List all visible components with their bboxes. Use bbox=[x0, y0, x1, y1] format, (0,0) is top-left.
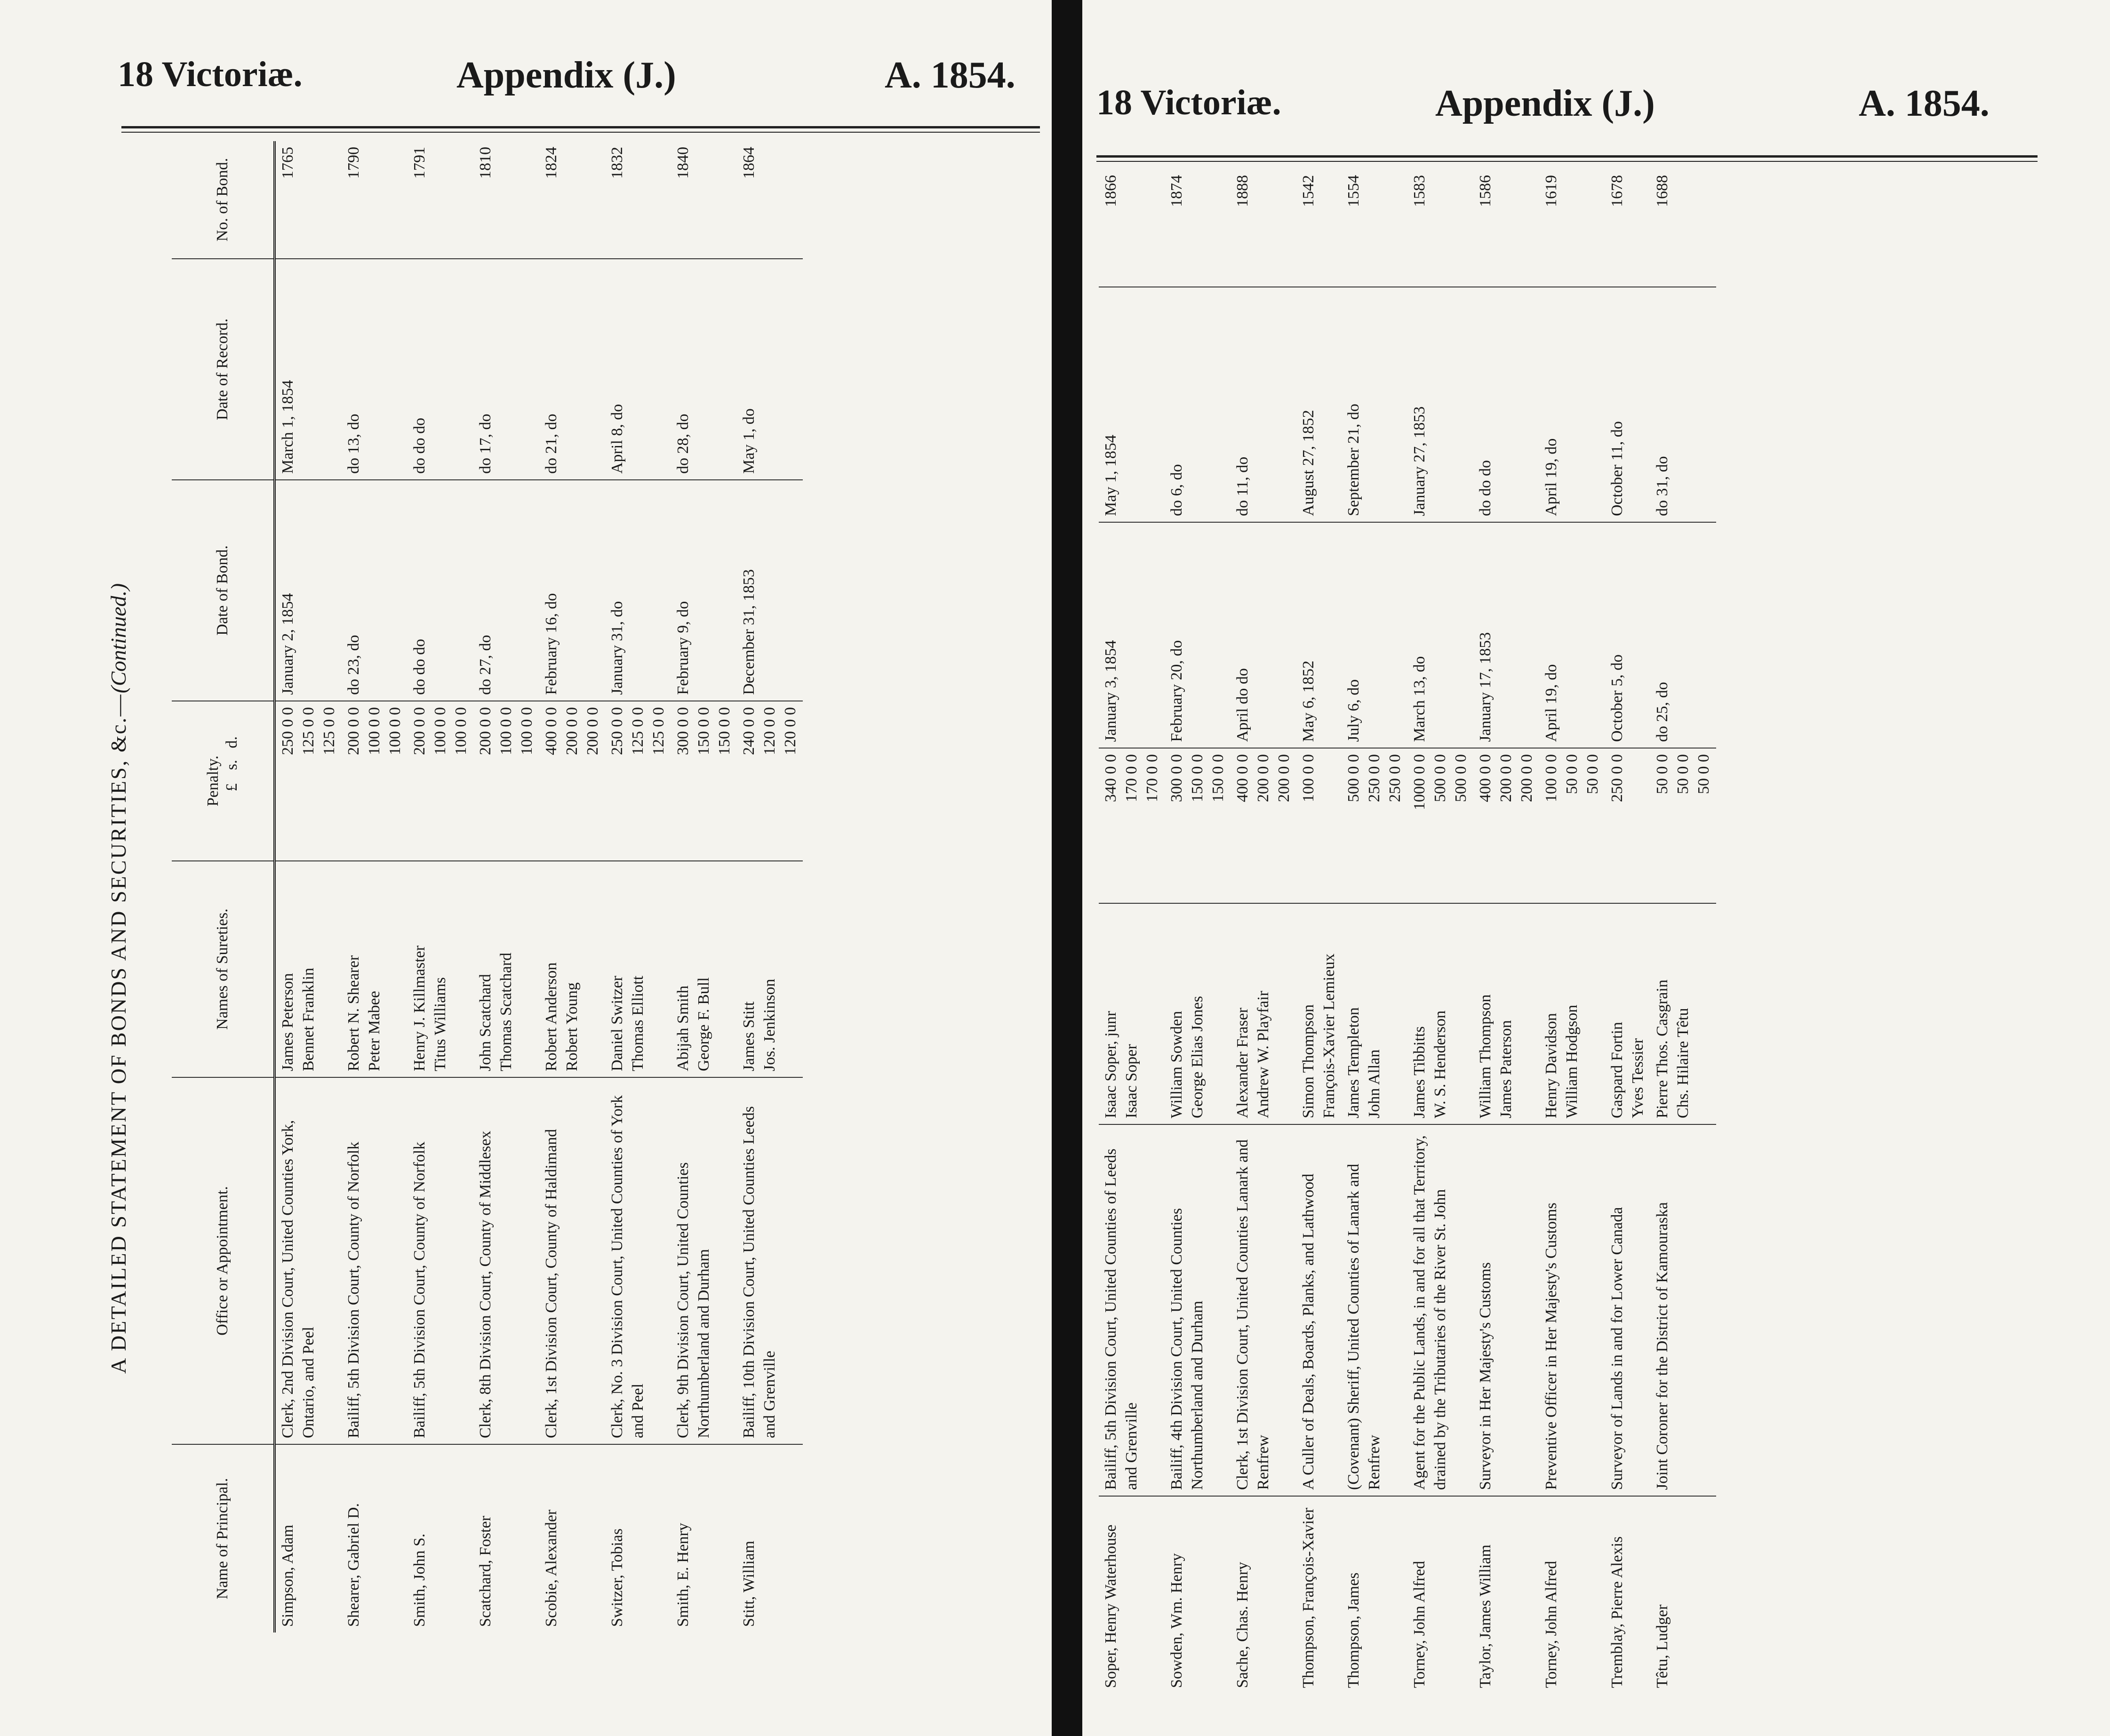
sureties-cell bbox=[1539, 903, 1605, 1124]
surety-name: George F. Bull bbox=[695, 977, 712, 1071]
penalty-amount: 50 0 0 bbox=[1654, 754, 1671, 794]
office-appointment: Bailiff, 4th Division Court, United Counties Northumberland and Durham bbox=[1165, 1124, 1231, 1496]
office-appointment: Clerk, 1st Division Court, United Counties Lanark and Renfrew bbox=[1231, 1124, 1296, 1496]
bond-table-left bbox=[172, 141, 803, 1632]
surety-name: Robert Young bbox=[563, 982, 581, 1071]
penalty-cell bbox=[408, 701, 473, 861]
surety-name: Pierre Thos. Casgrain bbox=[1654, 979, 1671, 1118]
currency-unit: s. bbox=[223, 760, 240, 770]
date-of-bond: January 3, 1854 bbox=[1099, 522, 1165, 748]
surety-name: James Stitt bbox=[740, 1001, 758, 1071]
principal-name: Simpson, Adam bbox=[279, 1524, 296, 1627]
surety-name: Yves Tessier bbox=[1629, 1038, 1646, 1118]
table-header-row bbox=[172, 141, 275, 1632]
table-row bbox=[1473, 169, 1539, 1694]
column-header-principal: Name of Principal. bbox=[172, 1444, 275, 1632]
penalty-amount: 100 0 0 bbox=[386, 707, 404, 755]
principal-name: Sache, Chas. Henry bbox=[1234, 1561, 1251, 1688]
penalty-amount: 100 0 0 bbox=[1300, 754, 1317, 802]
column-header-penalty-label: Penalty. bbox=[204, 755, 222, 807]
penalty-cell bbox=[1165, 748, 1231, 903]
bond-number: 1790 bbox=[342, 141, 408, 259]
principal-name: Smith, E. Henry bbox=[674, 1523, 692, 1627]
penalty-amount: 125 0 0 bbox=[650, 707, 667, 755]
principal-name: Thompson, François-Xavier bbox=[1300, 1507, 1317, 1688]
penalty-amount: 500 0 0 bbox=[1452, 754, 1470, 802]
page-header-right-year: A. 1854. bbox=[1859, 83, 1990, 124]
date-of-record: do 17, do bbox=[473, 259, 539, 480]
page-header-right-session: 18 Victoriæ. bbox=[1096, 83, 1281, 122]
table-row bbox=[1165, 169, 1231, 1694]
penalty-cell bbox=[473, 701, 539, 861]
surety-name: Abijah Smith bbox=[674, 985, 692, 1071]
bond-number: 1824 bbox=[539, 141, 605, 259]
surety-name: James Tibbitts bbox=[1411, 1026, 1428, 1118]
sureties-cell bbox=[605, 861, 671, 1077]
penalty-amount: 125 0 0 bbox=[629, 707, 647, 755]
office-appointment: Agent for the Public Lands, in and for all that Territory, drained by the Tributaries of the River St. John bbox=[1407, 1124, 1473, 1496]
table-row bbox=[275, 141, 342, 1632]
surety-name: James Paterson bbox=[1497, 1020, 1515, 1118]
penalty-amount: 50 0 0 bbox=[1563, 754, 1581, 794]
penalty-cell bbox=[1231, 748, 1296, 903]
penalty-amount: 150 0 0 bbox=[716, 707, 733, 755]
penalty-amount: 250 0 0 bbox=[1608, 754, 1626, 802]
penalty-amount: 200 0 0 bbox=[345, 707, 362, 755]
date-of-record: do do do bbox=[408, 259, 473, 480]
column-header-office: Office or Appointment. bbox=[172, 1077, 275, 1444]
column-header-date-bond: Date of Bond. bbox=[172, 480, 275, 701]
date-of-bond: May 6, 1852 bbox=[1296, 522, 1342, 748]
penalty-cell bbox=[1296, 748, 1342, 903]
surety-name: Alexander Fraser bbox=[1234, 1007, 1251, 1118]
penalty-cell bbox=[1539, 748, 1605, 903]
surety-name: John Scatchard bbox=[477, 974, 494, 1071]
principal-name: Tremblay, Pierre Alexis bbox=[1608, 1536, 1626, 1688]
surety-name: James Peterson bbox=[279, 973, 296, 1071]
table-row bbox=[1099, 169, 1165, 1694]
date-of-record: do 6, do bbox=[1165, 287, 1231, 522]
penalty-amount: 250 0 0 bbox=[608, 707, 626, 755]
penalty-amount: 200 0 0 bbox=[411, 707, 428, 755]
left-page bbox=[0, 0, 1052, 1736]
date-of-bond: July 6, do bbox=[1342, 522, 1407, 748]
surety-name: Simon Thompson bbox=[1300, 1004, 1317, 1118]
penalty-amount: 200 0 0 bbox=[563, 707, 581, 755]
currency-unit: £ bbox=[223, 783, 240, 791]
penalty-amount: 100 0 0 bbox=[518, 707, 535, 755]
office-appointment: (Covenant) Sheriff, United Counties of Lanark and Renfrew bbox=[1342, 1124, 1407, 1496]
sureties-cell bbox=[473, 861, 539, 1077]
penalty-amount: 250 0 0 bbox=[279, 707, 296, 755]
penalty-amount: 500 0 0 bbox=[1431, 754, 1449, 802]
penalty-amount: 200 0 0 bbox=[1497, 754, 1515, 802]
column-header-date-record: Date of Record. bbox=[172, 259, 275, 480]
principal-name: Torney, John Alfred bbox=[1543, 1561, 1560, 1688]
penalty-cell bbox=[1650, 748, 1716, 903]
office-appointment: Clerk, No. 3 Division Court, United Counties of York and Peel bbox=[605, 1077, 671, 1444]
surety-name: François-Xavier Lemieux bbox=[1320, 953, 1338, 1118]
sureties-cell bbox=[1342, 903, 1407, 1124]
penalty-amount: 150 0 0 bbox=[1189, 754, 1206, 802]
penalty-amount: 125 0 0 bbox=[300, 707, 317, 755]
date-of-bond: March 13, do bbox=[1407, 522, 1473, 748]
table-row bbox=[539, 141, 605, 1632]
office-appointment: Surveyor of Lands in and for Lower Canada bbox=[1605, 1124, 1650, 1496]
surety-name: Jos. Jenkinson bbox=[761, 979, 778, 1071]
table-row bbox=[1342, 169, 1407, 1694]
surety-name: James Templeton bbox=[1345, 1007, 1362, 1118]
bond-number: 1866 bbox=[1099, 169, 1165, 287]
penalty-amount: 200 0 0 bbox=[584, 707, 601, 755]
surety-name: Robert Anderson bbox=[543, 962, 560, 1071]
office-appointment: Preventive Officer in Her Majesty's Customs bbox=[1539, 1124, 1605, 1496]
bond-table bbox=[1099, 169, 1716, 1694]
office-appointment: Bailiff, 5th Division Court, County of Norfolk bbox=[408, 1077, 473, 1444]
office-appointment: Clerk, 9th Division Court, United Counties Northumberland and Durham bbox=[671, 1077, 737, 1444]
penalty-amount: 200 0 0 bbox=[477, 707, 494, 755]
date-of-record: do 13, do bbox=[342, 259, 408, 480]
penalty-cell bbox=[1473, 748, 1539, 903]
surety-name: William Thompson bbox=[1477, 994, 1494, 1118]
column-header-sureties: Names of Sureties. bbox=[172, 861, 275, 1077]
table-row bbox=[1231, 169, 1296, 1694]
principal-name: Têtu, Ludger bbox=[1654, 1604, 1671, 1688]
sureties-cell bbox=[408, 861, 473, 1077]
penalty-amount: 120 0 0 bbox=[761, 707, 778, 755]
surety-name: John Allan bbox=[1366, 1049, 1383, 1118]
penalty-amount: 50 0 0 bbox=[1584, 754, 1601, 794]
penalty-amount: 1000 0 0 bbox=[1411, 754, 1428, 810]
date-of-bond: January 17, 1853 bbox=[1473, 522, 1539, 748]
surety-name: George Elias Jones bbox=[1189, 996, 1206, 1118]
office-appointment: Clerk, 2nd Division Court, United Counties York, Ontario, and Peel bbox=[275, 1077, 342, 1444]
sureties-cell bbox=[1407, 903, 1473, 1124]
table-row bbox=[1407, 169, 1473, 1694]
document-title: A DETAILED STATEMENT OF BONDS AND SECURITIES, &c.—(Continued.) bbox=[106, 583, 130, 1374]
penalty-amount: 120 0 0 bbox=[782, 707, 799, 755]
penalty-amount: 125 0 0 bbox=[320, 707, 338, 755]
bond-number: 1678 bbox=[1605, 169, 1650, 287]
date-of-record: do 28, do bbox=[671, 259, 737, 480]
office-appointment: Bailiff, 5th Division Court, United Counties of Leeds and Grenville bbox=[1099, 1124, 1165, 1496]
penalty-cell bbox=[671, 701, 737, 861]
bond-number: 1765 bbox=[275, 141, 342, 259]
surety-name: Bennet Franklin bbox=[300, 967, 317, 1071]
penalty-amount: 500 0 0 bbox=[1345, 754, 1362, 802]
date-of-record: October 11, do bbox=[1605, 287, 1650, 522]
date-of-record: May 1, 1854 bbox=[1099, 287, 1165, 522]
bond-number: 1542 bbox=[1296, 169, 1342, 287]
principal-name: Switzer, Tobias bbox=[608, 1528, 626, 1627]
surety-name: Titus Williams bbox=[432, 977, 449, 1071]
penalty-amount: 150 0 0 bbox=[695, 707, 712, 755]
column-header-penalty bbox=[172, 701, 275, 861]
office-appointment: Clerk, 8th Division Court, County of Middlesex bbox=[473, 1077, 539, 1444]
table-row bbox=[1650, 169, 1716, 1694]
penalty-amount: 100 0 0 bbox=[497, 707, 515, 755]
table-row bbox=[671, 141, 737, 1632]
penalty-cell bbox=[737, 701, 803, 861]
date-of-bond: do 25, do bbox=[1650, 522, 1716, 748]
penalty-cell bbox=[1605, 748, 1650, 903]
penalty-amount: 250 0 0 bbox=[1366, 754, 1383, 802]
penalty-cell bbox=[1099, 748, 1165, 903]
sureties-cell bbox=[342, 861, 408, 1077]
penalty-amount: 250 0 0 bbox=[1386, 754, 1404, 802]
header-rule bbox=[1096, 161, 2038, 162]
column-header-bond-number: No. of Bond. bbox=[172, 141, 275, 259]
date-of-record: August 27, 1852 bbox=[1296, 287, 1342, 522]
bond-number: 1586 bbox=[1473, 169, 1539, 287]
book-spine bbox=[1052, 0, 1082, 1736]
office-appointment: Surveyor in Her Majesty's Customs bbox=[1473, 1124, 1539, 1496]
date-of-record: April 8, do bbox=[605, 259, 671, 480]
date-of-record: do 21, do bbox=[539, 259, 605, 480]
date-of-record: do 11, do bbox=[1231, 287, 1296, 522]
bond-number: 1864 bbox=[737, 141, 803, 259]
penalty-amount: 170 0 0 bbox=[1123, 754, 1140, 802]
penalty-amount: 200 0 0 bbox=[1275, 754, 1293, 802]
date-of-record: do do do bbox=[1473, 287, 1539, 522]
principal-name: Soper, Henry Waterhouse bbox=[1102, 1524, 1119, 1688]
penalty-amount: 200 0 0 bbox=[1518, 754, 1535, 802]
surety-name: Robert N. Shearer bbox=[345, 955, 362, 1071]
principal-name: Torney, John Alfred bbox=[1411, 1561, 1428, 1688]
sureties-cell bbox=[1165, 903, 1231, 1124]
table-row bbox=[737, 141, 803, 1632]
penalty-cell bbox=[539, 701, 605, 861]
bond-number: 1688 bbox=[1650, 169, 1716, 287]
penalty-cell bbox=[275, 701, 342, 861]
page-header-left-year: A. 1854. bbox=[885, 55, 1015, 96]
date-of-bond: February 20, do bbox=[1165, 522, 1231, 748]
penalty-cell bbox=[605, 701, 671, 861]
date-of-bond: October 5, do bbox=[1605, 522, 1650, 748]
penalty-amount: 340 0 0 bbox=[1102, 754, 1119, 802]
bond-number: 1888 bbox=[1231, 169, 1296, 287]
penalty-amount: 100 0 0 bbox=[366, 707, 383, 755]
bond-table bbox=[172, 141, 803, 1632]
table-row bbox=[408, 141, 473, 1632]
bond-number: 1583 bbox=[1407, 169, 1473, 287]
header-rule bbox=[121, 132, 1040, 133]
sureties-cell bbox=[1605, 903, 1650, 1124]
penalty-amount: 400 0 0 bbox=[1477, 754, 1494, 802]
date-of-bond: January 2, 1854 bbox=[275, 480, 342, 701]
office-appointment: A Culler of Deals, Boards, Planks, and Lathwood bbox=[1296, 1124, 1342, 1496]
sureties-cell bbox=[1296, 903, 1342, 1124]
penalty-amount: 240 0 0 bbox=[740, 707, 758, 755]
surety-name: W. S. Henderson bbox=[1431, 1010, 1449, 1118]
table-row bbox=[1539, 169, 1605, 1694]
table-row bbox=[605, 141, 671, 1632]
date-of-record: April 19, do bbox=[1539, 287, 1605, 522]
principal-name: Scobie, Alexander bbox=[543, 1509, 560, 1627]
sureties-cell bbox=[539, 861, 605, 1077]
principal-name: Thompson, James bbox=[1345, 1572, 1362, 1688]
date-of-bond: December 31, 1853 bbox=[737, 480, 803, 701]
surety-name: Peter Mabee bbox=[366, 991, 383, 1071]
date-of-bond: April 19, do bbox=[1539, 522, 1605, 748]
table-row bbox=[1296, 169, 1342, 1694]
penalty-amount: 400 0 0 bbox=[543, 707, 560, 755]
office-appointment: Bailiff, 10th Division Court, United Counties Leeds and Grenville bbox=[737, 1077, 803, 1444]
sureties-cell bbox=[275, 861, 342, 1077]
right-page bbox=[1082, 0, 2110, 1736]
header-rule bbox=[121, 126, 1040, 128]
date-of-bond: do do do bbox=[408, 480, 473, 701]
bond-table-right bbox=[1099, 169, 1716, 1694]
surety-name: Daniel Switzer bbox=[608, 976, 626, 1071]
principal-name: Stitt, William bbox=[740, 1540, 758, 1627]
penalty-amount: 150 0 0 bbox=[1209, 754, 1227, 802]
penalty-amount: 400 0 0 bbox=[1234, 754, 1251, 802]
page-header-left-appendix: Appendix (J.) bbox=[456, 55, 676, 96]
header-rule bbox=[1096, 155, 2038, 158]
table-row bbox=[1605, 169, 1650, 1694]
bond-number: 1874 bbox=[1165, 169, 1231, 287]
penalty-cell bbox=[1342, 748, 1407, 903]
date-of-bond: do 23, do bbox=[342, 480, 408, 701]
sureties-cell bbox=[1231, 903, 1296, 1124]
penalty-amount: 50 0 0 bbox=[1674, 754, 1692, 794]
date-of-record: September 21, do bbox=[1342, 287, 1407, 522]
sureties-cell bbox=[671, 861, 737, 1077]
penalty-cell bbox=[342, 701, 408, 861]
date-of-record: January 27, 1853 bbox=[1407, 287, 1473, 522]
penalty-amount: 100 0 0 bbox=[452, 707, 470, 755]
surety-name: William Hodgson bbox=[1563, 1004, 1581, 1118]
date-of-bond: February 16, do bbox=[539, 480, 605, 701]
principal-name: Smith, John S. bbox=[411, 1533, 428, 1627]
sureties-cell bbox=[1650, 903, 1716, 1124]
penalty-amount: 200 0 0 bbox=[1255, 754, 1272, 802]
bond-number: 1619 bbox=[1539, 169, 1605, 287]
penalty-cell bbox=[1407, 748, 1473, 903]
bond-number: 1791 bbox=[408, 141, 473, 259]
currency-subheader bbox=[223, 706, 241, 856]
principal-name: Shearer, Gabriel D. bbox=[345, 1503, 362, 1627]
bond-number: 1810 bbox=[473, 141, 539, 259]
date-of-bond: January 31, do bbox=[605, 480, 671, 701]
penalty-amount: 300 0 0 bbox=[1168, 754, 1185, 802]
office-appointment: Bailiff, 5th Division Court, County of Norfolk bbox=[342, 1077, 408, 1444]
principal-name: Scatchard, Foster bbox=[477, 1515, 494, 1627]
surety-name: Henry Davidson bbox=[1543, 1013, 1560, 1118]
surety-name: Isaac Soper, junr bbox=[1102, 1011, 1119, 1118]
surety-name: Isaac Soper bbox=[1123, 1044, 1140, 1118]
date-of-record: March 1, 1854 bbox=[275, 259, 342, 480]
date-of-record: May 1, do bbox=[737, 259, 803, 480]
penalty-amount: 170 0 0 bbox=[1143, 754, 1161, 802]
surety-name: Thomas Elliott bbox=[629, 975, 647, 1071]
surety-name: William Sowden bbox=[1168, 1011, 1185, 1118]
penalty-amount: 100 0 0 bbox=[432, 707, 449, 755]
surety-name: Chs. Hilaire Têtu bbox=[1674, 1008, 1692, 1118]
surety-name: Andrew W. Playfair bbox=[1255, 990, 1272, 1118]
penalty-amount: 300 0 0 bbox=[674, 707, 692, 755]
date-of-bond: February 9, do bbox=[671, 480, 737, 701]
bond-number: 1554 bbox=[1342, 169, 1407, 287]
page-header-right-appendix: Appendix (J.) bbox=[1435, 83, 1655, 124]
currency-unit: d. bbox=[223, 736, 240, 749]
principal-name: Sowden, Wm. Henry bbox=[1168, 1553, 1185, 1688]
sureties-cell bbox=[1099, 903, 1165, 1124]
bond-number: 1832 bbox=[605, 141, 671, 259]
date-of-record: do 31, do bbox=[1650, 287, 1716, 522]
surety-name: Gaspard Fortin bbox=[1608, 1022, 1626, 1118]
penalty-amount: 50 0 0 bbox=[1695, 754, 1712, 794]
principal-name: Taylor, James William bbox=[1477, 1545, 1494, 1688]
sureties-cell bbox=[1473, 903, 1539, 1124]
table-row bbox=[473, 141, 539, 1632]
sureties-cell bbox=[737, 861, 803, 1077]
penalty-amount: 100 0 0 bbox=[1543, 754, 1560, 802]
bond-number: 1840 bbox=[671, 141, 737, 259]
date-of-bond: April do do bbox=[1231, 522, 1296, 748]
surety-name: Thomas Scatchard bbox=[497, 952, 515, 1071]
table-row bbox=[342, 141, 408, 1632]
date-of-bond: do 27, do bbox=[473, 480, 539, 701]
page-header-left-session: 18 Victoriæ. bbox=[118, 55, 303, 94]
office-appointment: Joint Coroner for the District of Kamouraska bbox=[1650, 1124, 1716, 1496]
surety-name: Henry J. Killmaster bbox=[411, 945, 428, 1071]
office-appointment: Clerk, 1st Division Court, County of Haldimand bbox=[539, 1077, 605, 1444]
